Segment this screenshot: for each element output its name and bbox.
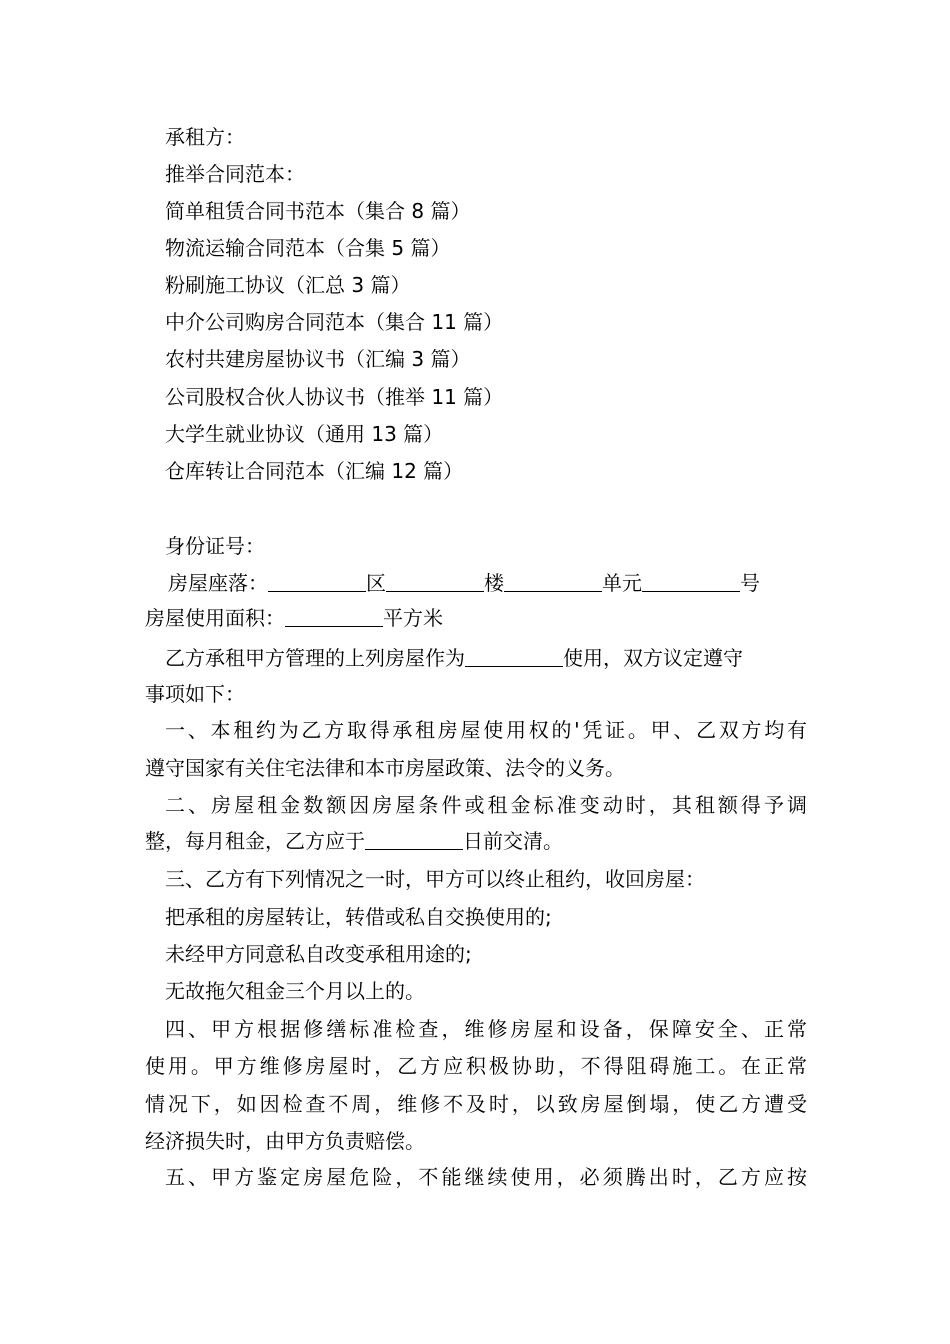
fill-blank (642, 573, 740, 592)
recommend-item[interactable]: 粉刷施工协议（汇总 3 篇） (165, 273, 411, 297)
recommend-item[interactable]: 仓库转让合同范本（汇编 12 篇） (165, 459, 464, 483)
fill-blank (386, 573, 484, 592)
location-label: 房屋座落： (168, 571, 268, 595)
house-location-line (0, 570, 950, 596)
clause-4: 使用。甲方维修房屋时，乙方应积极协助，不得阻碍施工。在正常 (145, 1054, 807, 1078)
clause-3-item: 未经甲方同意私自改变承租用途的; (165, 942, 472, 966)
clause-2: 二、房屋租金数额因房屋条件或租金标准变动时，其租额得予调 (165, 793, 807, 817)
district-label: 区 (366, 571, 386, 595)
clause-text: 日前交清。 (463, 829, 563, 853)
recommend-item[interactable]: 中介公司购房合同范本（集合 11 篇） (165, 310, 504, 334)
area-unit: 平方米 (383, 606, 443, 630)
fill-blank (268, 573, 366, 592)
recommend-item[interactable]: 简单租赁合同书范本（集合 8 篇） (165, 199, 471, 223)
intro-line: 事项如下： (145, 682, 245, 706)
fill-blank (504, 573, 602, 592)
clause-1: 遵守国家有关住宅法律和本市房屋政策、法令的义务。 (145, 756, 625, 780)
fill-blank (365, 831, 463, 850)
area-label: 房屋使用面积： (145, 606, 285, 630)
recommend-item[interactable]: 公司股权合伙人协议书（推举 11 篇） (165, 385, 504, 409)
number-label: 号 (740, 571, 760, 595)
lessee-label: 承租方： (165, 125, 245, 149)
clause-4: 经济损失时，由甲方负责赔偿。 (145, 1129, 425, 1153)
intro-text: 使用，双方议定遵守 (563, 646, 743, 670)
clause-5: 五、甲方鉴定房屋危险，不能继续使用，必须腾出时，乙方应按 (165, 1165, 807, 1189)
clause-3-item: 把承租的房屋转让，转借或私自交换使用的; (165, 905, 552, 929)
recommend-item[interactable]: 物流运输合同范本（合集 5 篇） (165, 236, 451, 260)
unit-label: 单元 (602, 571, 642, 595)
fill-blank (285, 608, 383, 627)
id-number-label: 身份证号： (165, 534, 265, 558)
house-area-line (0, 605, 950, 631)
clause-4: 四、甲方根据修缮标准检查，维修房屋和设备，保障安全、正常 (165, 1017, 807, 1041)
building-label: 楼 (484, 571, 504, 595)
clause-4: 情况下，如因检查不周，维修不及时，以致房屋倒塌，使乙方遭受 (145, 1092, 807, 1116)
fill-blank (465, 648, 563, 667)
intro-text: 乙方承租甲方管理的上列房屋作为 (165, 646, 465, 670)
recommend-heading: 推举合同范本： (165, 162, 305, 186)
clause-2 (0, 828, 950, 854)
clause-3-item: 无故拖欠租金三个月以上的。 (165, 979, 425, 1003)
clause-text: 整，每月租金，乙方应于 (145, 829, 365, 853)
clause-3: 三、乙方有下列情况之一时，甲方可以终止租约，收回房屋： (165, 867, 705, 891)
clause-1: 一、本租约为乙方取得承租房屋使用权的'凭证。甲、乙双方均有 (165, 718, 807, 742)
intro-line (0, 645, 950, 671)
recommend-item[interactable]: 大学生就业协议（通用 13 篇） (165, 422, 444, 446)
recommend-item[interactable]: 农村共建房屋协议书（汇编 3 篇） (165, 347, 471, 371)
